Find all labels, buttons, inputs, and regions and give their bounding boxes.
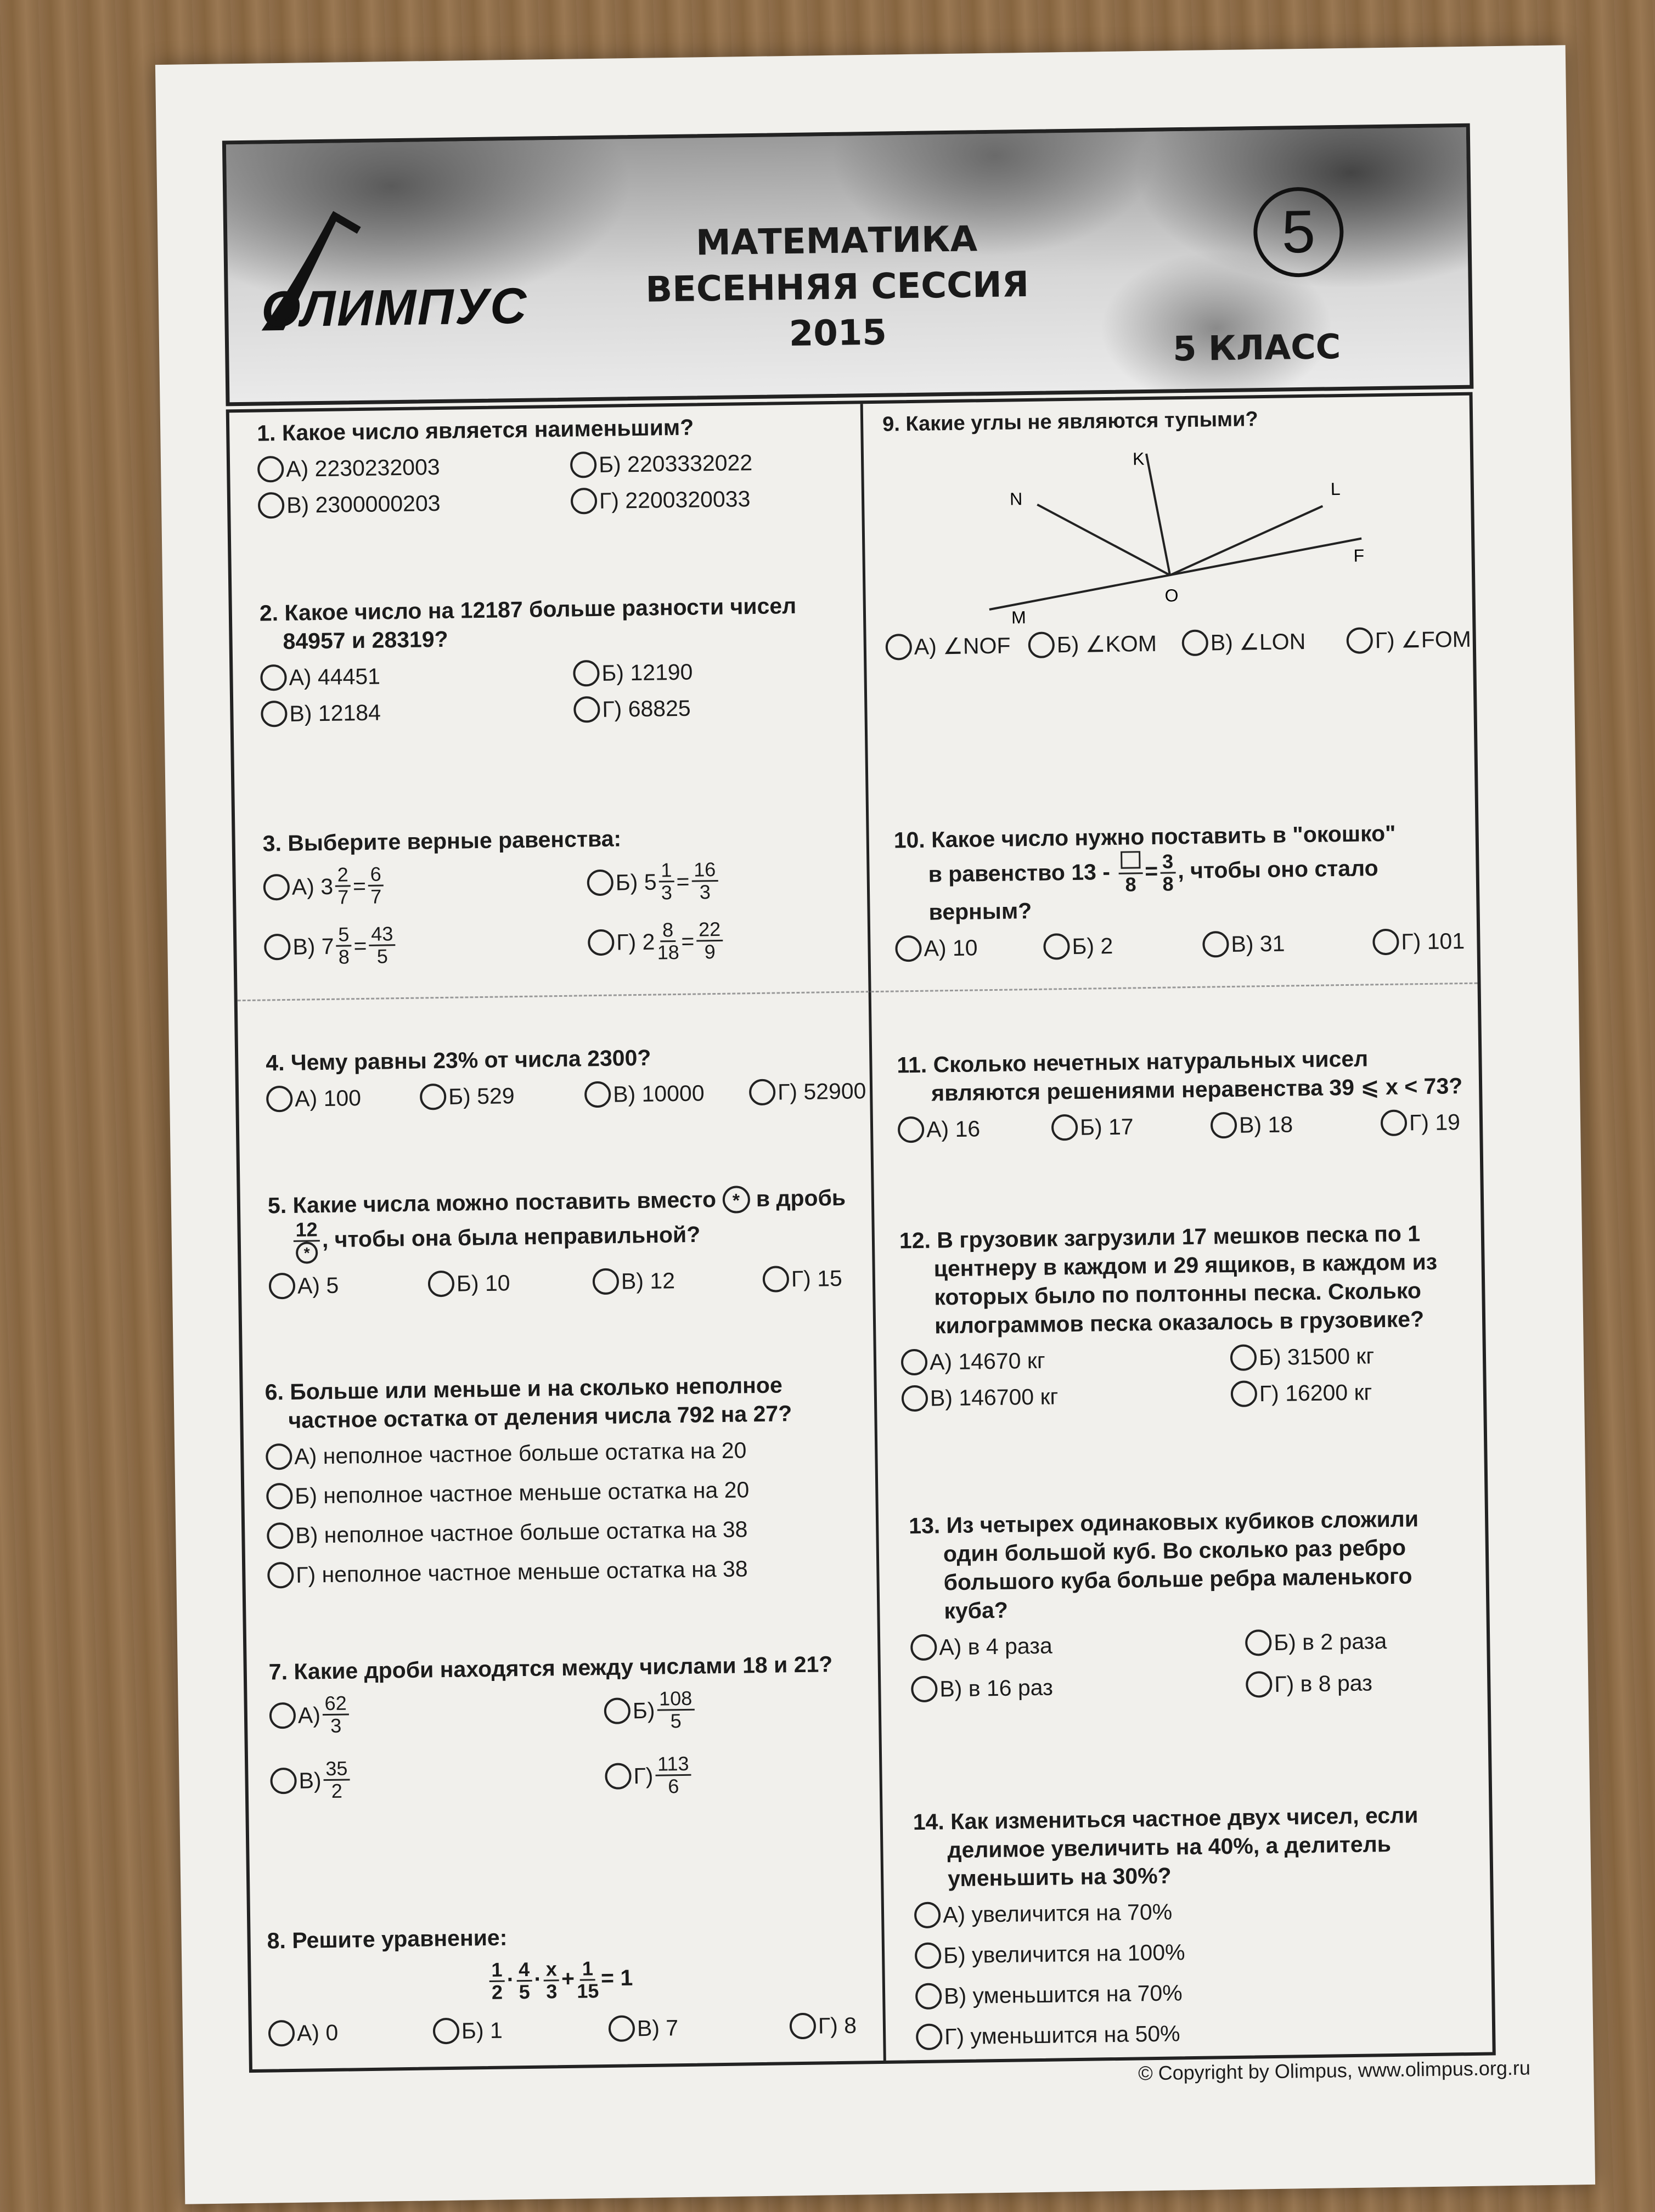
radio-circle[interactable] [914, 1901, 941, 1928]
answer-option[interactable]: В) уменьшится на 70% [915, 1974, 1476, 2011]
radio-circle[interactable] [886, 634, 913, 661]
radio-circle[interactable] [1202, 931, 1229, 958]
answer-option[interactable]: А) 16 [898, 1114, 1052, 1144]
radio-circle[interactable] [895, 935, 922, 962]
radio-circle[interactable] [263, 873, 290, 900]
blank-box-icon [1121, 851, 1140, 868]
answer-option[interactable]: Б) увеличится на 100% [915, 1934, 1475, 1970]
radio-circle[interactable] [428, 1271, 455, 1297]
header-banner [222, 123, 1474, 407]
radio-circle[interactable] [915, 1942, 942, 1969]
radio-circle[interactable] [790, 2013, 817, 2040]
question-13: 13. Из четырех одинаковых кубиков сложили один большой куб. Во сколько раз ребро большого куба больше ребра маленького куба? А) в 4 раза Б) в 2 раза В) в 16 раз Г) в 8 раз [909, 1504, 1482, 1703]
radio-circle[interactable] [1246, 1671, 1273, 1698]
answer-option[interactable]: В) 10000 [584, 1078, 750, 1109]
point-label: N [1009, 489, 1023, 509]
radio-circle[interactable] [571, 488, 598, 515]
radio-circle[interactable] [901, 1349, 928, 1376]
answer-option[interactable]: А) 3 $\frac{2}{7}$ = $\frac{6}{7}$ [263, 861, 571, 909]
answer-option[interactable]: Г) 2 $\frac{8}{18}$ = $\frac{22}{9}$ [588, 917, 852, 964]
answer-option[interactable]: А) неполное частное больше остатка на 20 [266, 1435, 848, 1471]
copyright-footer: © Copyright by Olimpus, www.olimpus.org.ru [1138, 2056, 1531, 2085]
radio-circle[interactable] [916, 2023, 943, 2050]
radio-circle[interactable] [1181, 629, 1208, 656]
answer-option[interactable]: А) 10 [895, 933, 1044, 963]
radio-circle[interactable] [570, 452, 597, 478]
radio-circle[interactable] [267, 1522, 294, 1549]
answer-option[interactable]: В) 18 [1211, 1109, 1381, 1139]
answer-option[interactable]: В) $\frac{35}{2}$ [270, 1754, 589, 1802]
answer-option[interactable]: Б) 10 [428, 1267, 593, 1298]
fold-line [238, 983, 1478, 1002]
ray-OL [1169, 506, 1324, 575]
answer-option[interactable]: А) увеличится на 70% [914, 1893, 1474, 1929]
answer-option[interactable]: Г) 8 [790, 2011, 889, 2041]
answer-option[interactable]: Б) 529 [420, 1080, 585, 1111]
radio-circle[interactable] [911, 1676, 938, 1703]
radio-circle[interactable] [584, 1081, 611, 1108]
answer-option[interactable]: Б) $\frac{108}{5}$ [604, 1685, 868, 1733]
question-14: 14. Как измениться частное двух чисел, если делимое увеличить на 40%, а делитель уменьшить на 30%? А) увеличится на 70% Б) увеличится на 100% В) уменьшится на 70% Г) уменьшится на 50% [913, 1800, 1487, 2051]
answer-option[interactable]: А) в 4 раза [910, 1629, 1229, 1662]
radio-circle[interactable] [264, 933, 291, 960]
answer-option[interactable]: Г) 101 [1372, 927, 1483, 957]
answer-option[interactable]: А) 5 [269, 1269, 429, 1300]
radio-circle[interactable] [266, 1483, 293, 1510]
answer-option[interactable]: Г) ∠FOM [1346, 625, 1467, 655]
question-3: 3. Выберите верные равенства: А) 3 $\frac{2}{7}$ = $\frac{6}{7}$ Б) 5 $\frac{1}{3}$ = $\frac{16}{3}$ В) 7 $\frac{5}{8}$ = $\frac{43}{5}$ Г) 2 $\frac{8}{18}$ = $\frac{22}{9}$ [262, 821, 857, 968]
radio-circle[interactable] [257, 456, 284, 483]
question-2: 2. Какое число на 12187 больше разности чисел 84957 и 28319? А) 44451 Б) 12190 В) 12184 Г) 68825 [260, 590, 854, 728]
radio-circle[interactable] [266, 1443, 292, 1470]
radio-circle[interactable] [270, 1767, 297, 1794]
point-label: F [1353, 545, 1365, 566]
answer-option[interactable]: В) 2300000203 [258, 487, 555, 520]
answer-option[interactable]: Б) 2 [1043, 930, 1203, 961]
radio-circle[interactable] [749, 1079, 776, 1106]
question-6: 6. Больше или меньше и на сколько неполное частное остатка от деления числа 792 на 27? А) неполное частное больше остатка на 20 Б) неполное частное меньше остатка на 20 В) неполное частное больше остатка на 38 Г) неполное частное меньше остатка на 38 [264, 1369, 871, 1589]
answer-option[interactable]: В) 7 $\frac{5}{8}$ = $\frac{43}{5}$ [264, 921, 572, 969]
answer-option[interactable]: В) ∠LON [1181, 627, 1347, 657]
answer-option[interactable]: В) в 16 раз [911, 1671, 1230, 1703]
answer-option[interactable]: Г) 16200 кг [1231, 1376, 1484, 1408]
answer-option[interactable]: Г) 19 [1381, 1107, 1491, 1137]
answer-option[interactable]: А) ∠NOF [885, 631, 1028, 662]
radio-circle[interactable] [1230, 1344, 1257, 1371]
point-label: L [1330, 479, 1341, 499]
year-title: 2015 [789, 312, 887, 355]
worksheet [155, 45, 1595, 2204]
radio-circle[interactable] [1028, 631, 1055, 658]
radio-circle[interactable] [593, 1268, 620, 1295]
radio-circle[interactable] [1245, 1629, 1272, 1656]
radio-circle[interactable] [910, 1634, 937, 1661]
grade-label: 5 КЛАСС [1172, 326, 1341, 369]
answer-option[interactable]: Б) 12190 [573, 656, 848, 688]
question-4: 4. Чему равны 23% от числа 2300? А) 100 Б) 529 В) 10000 Г) 52900 [266, 1040, 859, 1113]
answer-option[interactable]: В) 12184 [261, 696, 558, 729]
answer-option[interactable]: Г) 52900 [749, 1076, 881, 1107]
radio-circle[interactable] [269, 1273, 296, 1300]
answer-option[interactable]: А) 2230232003 [257, 451, 554, 484]
session-title: ВЕСЕННЯЯ СЕССИЯ [645, 264, 1029, 311]
radio-circle[interactable] [1231, 1380, 1258, 1407]
question-1: 1. Какое число является наименьшим? А) 2230232003 Б) 2203332022 В) 2300000203 Г) 2200320033 [257, 411, 851, 520]
radio-circle[interactable] [588, 929, 615, 956]
question-8: 8. Решите уравнение: $\frac{1}{2}$ · $\frac{4}{5}$ · $\frac{x}{3}$ + $\frac{1}{15}$ = 1 А) 0 Б) 1 В) 7 Г) 8 [267, 1918, 877, 2047]
answer-option[interactable]: Б) неполное частное меньше остатка на 20 [266, 1474, 848, 1511]
question-11: 11. Сколько нечетных натуральных чисел являются решениями неравенства 39 ⩽ x < 73? А) 16 Б) 17 В) 18 Г) 19 [897, 1043, 1474, 1144]
header-title [589, 215, 1085, 360]
answer-option[interactable]: Г) в 8 раз [1246, 1667, 1488, 1699]
radio-circle[interactable] [258, 492, 285, 519]
answer-option[interactable]: Б) 31500 кг [1230, 1340, 1483, 1372]
logo-text: ОЛИМПУС [261, 278, 528, 338]
radio-circle[interactable] [573, 660, 600, 687]
subject-title: МАТЕМАТИКА [695, 219, 978, 264]
radio-circle[interactable] [266, 1086, 293, 1113]
answer-option[interactable]: В) неполное частное больше остатка на 38 [267, 1514, 849, 1550]
answer-option[interactable]: Б) 2203332022 [570, 447, 845, 479]
radio-circle[interactable] [420, 1084, 447, 1110]
angle-diagram [883, 438, 1456, 627]
answer-option[interactable]: А) 44451 [260, 659, 557, 692]
radio-circle[interactable] [1211, 1112, 1237, 1139]
point-label: M [1011, 607, 1027, 628]
radio-circle[interactable] [433, 2018, 460, 2045]
radio-circle[interactable] [261, 701, 288, 727]
point-label: O [1164, 585, 1179, 606]
answer-option[interactable]: Б) ∠KOM [1028, 629, 1182, 659]
radio-circle[interactable] [604, 1697, 631, 1724]
answer-option[interactable]: Г) 15 [763, 1263, 895, 1294]
radio-circle[interactable] [605, 1763, 632, 1790]
answer-option[interactable]: В) 146700 кг [902, 1380, 1215, 1413]
question-7: 7. Какие дроби находятся между числами 18 и 21? А) $\frac{62}{3}$ Б) $\frac{108}{5}$ В) $\frac{35}{2}$ Г) $\frac{113}{6}$ [268, 1649, 874, 1802]
radio-circle[interactable] [763, 1266, 790, 1293]
radio-circle[interactable] [1346, 627, 1373, 654]
radio-circle[interactable] [269, 1702, 296, 1729]
radio-circle[interactable] [267, 1562, 294, 1589]
answer-option[interactable]: Г) 68825 [573, 692, 848, 724]
answer-option[interactable]: Б) 1 [433, 2015, 609, 2045]
radio-circle[interactable] [898, 1116, 925, 1143]
question-text: Какое число является наименьшим? [282, 414, 694, 445]
radio-circle[interactable] [1051, 1114, 1078, 1141]
answer-option[interactable]: А) 14670 кг [901, 1344, 1214, 1376]
answer-option[interactable]: Г) $\frac{113}{6}$ [605, 1751, 869, 1798]
radio-circle[interactable] [573, 696, 600, 723]
ray-OK [1146, 453, 1170, 575]
radio-circle[interactable] [587, 869, 613, 896]
answer-option[interactable]: А) 0 [268, 2017, 434, 2047]
answer-option[interactable]: А) $\frac{62}{3}$ [269, 1689, 588, 1737]
star-placeholder-icon: * [722, 1186, 750, 1214]
answer-option[interactable]: В) 31 [1202, 928, 1373, 958]
question-10: 10. Какое число нужно поставить в "окошко" в равенство 13 - 8 = $\frac{3}{8}$ , чтобы оно стало верным? А) 10 Б) 2 В) 31 Г) 101 [893, 818, 1471, 963]
radio-circle[interactable] [1043, 933, 1070, 960]
answer-option[interactable]: Г) 2200320033 [571, 483, 846, 516]
radio-circle[interactable] [260, 664, 287, 691]
radio-circle[interactable] [1372, 929, 1399, 956]
answer-option[interactable]: Б) в 2 раза [1245, 1626, 1487, 1657]
question-12: 12. В грузовик загрузили 17 мешков песка по 1 центнеру в каждом и 29 ящиков, в каждом из которых было по полтонны песка. Сколько килограммов песка оказалось в грузовике? А) 14670 кг Б) 31500 кг В) 146700 кг Г) 16200 кг [899, 1218, 1478, 1413]
ray-ON [1037, 503, 1170, 577]
answer-option[interactable]: В) 7 [609, 2012, 790, 2043]
radio-circle[interactable] [268, 2020, 295, 2047]
answer-option[interactable]: В) 12 [593, 1265, 763, 1296]
star-placeholder-icon: * [296, 1242, 318, 1264]
question-5: 5. Какие числа можно поставить вместо * в дробь $\frac{12}{*}$ , чтобы она была неправильной? А) 5 Б) 10 В) 12 Г) 15 [268, 1183, 873, 1300]
answer-option[interactable]: Б) 17 [1051, 1111, 1211, 1142]
grade-circle: 5 [1253, 187, 1344, 278]
radio-circle[interactable] [902, 1385, 928, 1412]
radio-circle[interactable] [915, 1983, 942, 2010]
point-label: K [1132, 449, 1145, 469]
radio-circle[interactable] [609, 2015, 635, 2042]
answer-option[interactable]: Г) неполное частное меньше остатка на 38 [267, 1553, 849, 1590]
equation: $\frac{1}{2}$ · $\frac{4}{5}$ · $\frac{x}{3}$ + $\frac{1}{15}$ = 1 [267, 1954, 877, 2006]
questions-area [226, 392, 1496, 2073]
answer-option[interactable]: Г) уменьшится на 50% [916, 2015, 1476, 2051]
answer-option[interactable]: А) 100 [266, 1083, 420, 1114]
answer-option[interactable]: Б) 5 $\frac{1}{3}$ = $\frac{16}{3}$ [587, 857, 851, 905]
question-9: 9. Какие углы не являются тупыми? K N L F M O А) ∠NOF Б) ∠KOM В) ∠LON Г) ∠FOM [882, 402, 1467, 662]
radio-circle[interactable] [1381, 1109, 1408, 1136]
